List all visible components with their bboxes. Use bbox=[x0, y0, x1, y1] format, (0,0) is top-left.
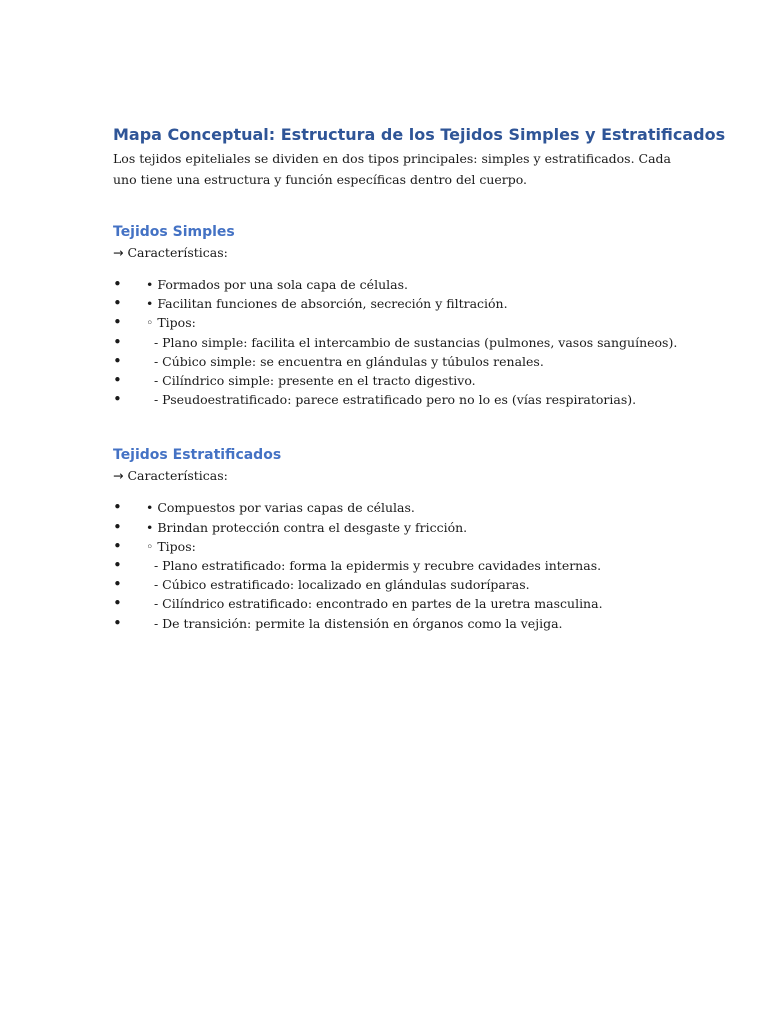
list-item bbox=[113, 498, 693, 517]
list-item-text: • Formados por una sola capa de células. bbox=[146, 277, 408, 292]
characteristics-label: Características: bbox=[127, 245, 228, 260]
list-item-text: • Compuestos por varias capas de células. bbox=[146, 500, 415, 516]
bullet-icon: • bbox=[113, 313, 122, 332]
list-item bbox=[113, 294, 693, 313]
list-item-text: - De transición: permite la distensión en órganos como la vejiga. bbox=[146, 615, 563, 631]
bullet-icon: • bbox=[113, 517, 122, 536]
characteristics-list bbox=[113, 275, 693, 409]
section-heading: Tejidos Simples bbox=[113, 224, 235, 240]
list-item-text: - Cilíndrico estratificado: encontrado en partes de la uretra masculina. bbox=[146, 596, 603, 612]
section-heading: Tejidos Estratificados bbox=[113, 447, 282, 464]
bullet-icon: • bbox=[113, 371, 122, 390]
intro-paragraph: Los tejidos epiteliales se dividen en dos tipos principales: simples y estratificados. Cada uno tiene una estructura y función específicas dentro del cuerpo. bbox=[113, 151, 672, 187]
list-item bbox=[113, 333, 693, 352]
section-tejidos-estratificados bbox=[113, 445, 693, 632]
list-item-text: - Plano estratificado: forma la epidermis y recubre cavidades internas. bbox=[146, 558, 602, 574]
document-page bbox=[113, 124, 726, 633]
characteristics-line bbox=[113, 467, 693, 485]
bullet-icon: • bbox=[113, 536, 122, 555]
list-item bbox=[113, 352, 693, 371]
list-item bbox=[113, 313, 693, 332]
characteristics-list bbox=[113, 498, 693, 632]
bullet-icon: • bbox=[113, 332, 122, 351]
bullet-icon: • bbox=[113, 294, 122, 313]
characteristics-label: Características: bbox=[127, 468, 228, 484]
list-item-text: • Facilitan funciones de absorción, secreción y filtración. bbox=[146, 296, 508, 312]
list-item-text: - Plano simple: facilita el intercambio de sustancias (pulmones, vasos sanguíneos). bbox=[146, 334, 678, 350]
list-item-text: - Cilíndrico simple: presente en el tracto digestivo. bbox=[146, 373, 476, 389]
list-item bbox=[113, 537, 693, 556]
bullet-icon: • bbox=[113, 575, 122, 594]
bullet-icon: • bbox=[113, 594, 122, 613]
list-item bbox=[113, 371, 693, 390]
list-item-text: - Pseudoestratificado: parece estratificado pero no lo es (vías respiratorias). bbox=[146, 392, 637, 408]
list-item-text: ◦ Tipos: bbox=[146, 315, 196, 331]
list-item bbox=[113, 518, 693, 537]
list-item-text: - Cúbico simple: se encuentra en glándulas y túbulos renales. bbox=[146, 353, 544, 369]
list-item-text: - Cúbico estratificado: localizado en glándulas sudoríparas. bbox=[146, 577, 530, 593]
bullet-icon: • bbox=[113, 556, 122, 575]
list-item bbox=[113, 614, 693, 633]
document-title: Mapa Conceptual: Estructura de los Tejidos Simples y Estratificados bbox=[113, 125, 726, 144]
list-item bbox=[113, 390, 693, 409]
arrow-icon: → bbox=[113, 245, 124, 260]
bullet-icon: • bbox=[113, 390, 122, 409]
list-item bbox=[113, 556, 693, 575]
section-tejidos-simples bbox=[113, 222, 693, 409]
list-item-text: • Brindan protección contra el desgaste y fricción. bbox=[146, 519, 468, 535]
list-item-text: ◦ Tipos: bbox=[146, 538, 196, 554]
bullet-icon: • bbox=[113, 613, 122, 632]
bullet-icon: • bbox=[113, 275, 122, 293]
bullet-icon: • bbox=[113, 351, 122, 370]
list-item bbox=[113, 575, 693, 594]
bullet-icon: • bbox=[113, 498, 122, 517]
characteristics-line bbox=[113, 244, 693, 262]
list-item bbox=[113, 275, 693, 294]
arrow-icon: → bbox=[113, 468, 124, 484]
list-item bbox=[113, 594, 693, 613]
